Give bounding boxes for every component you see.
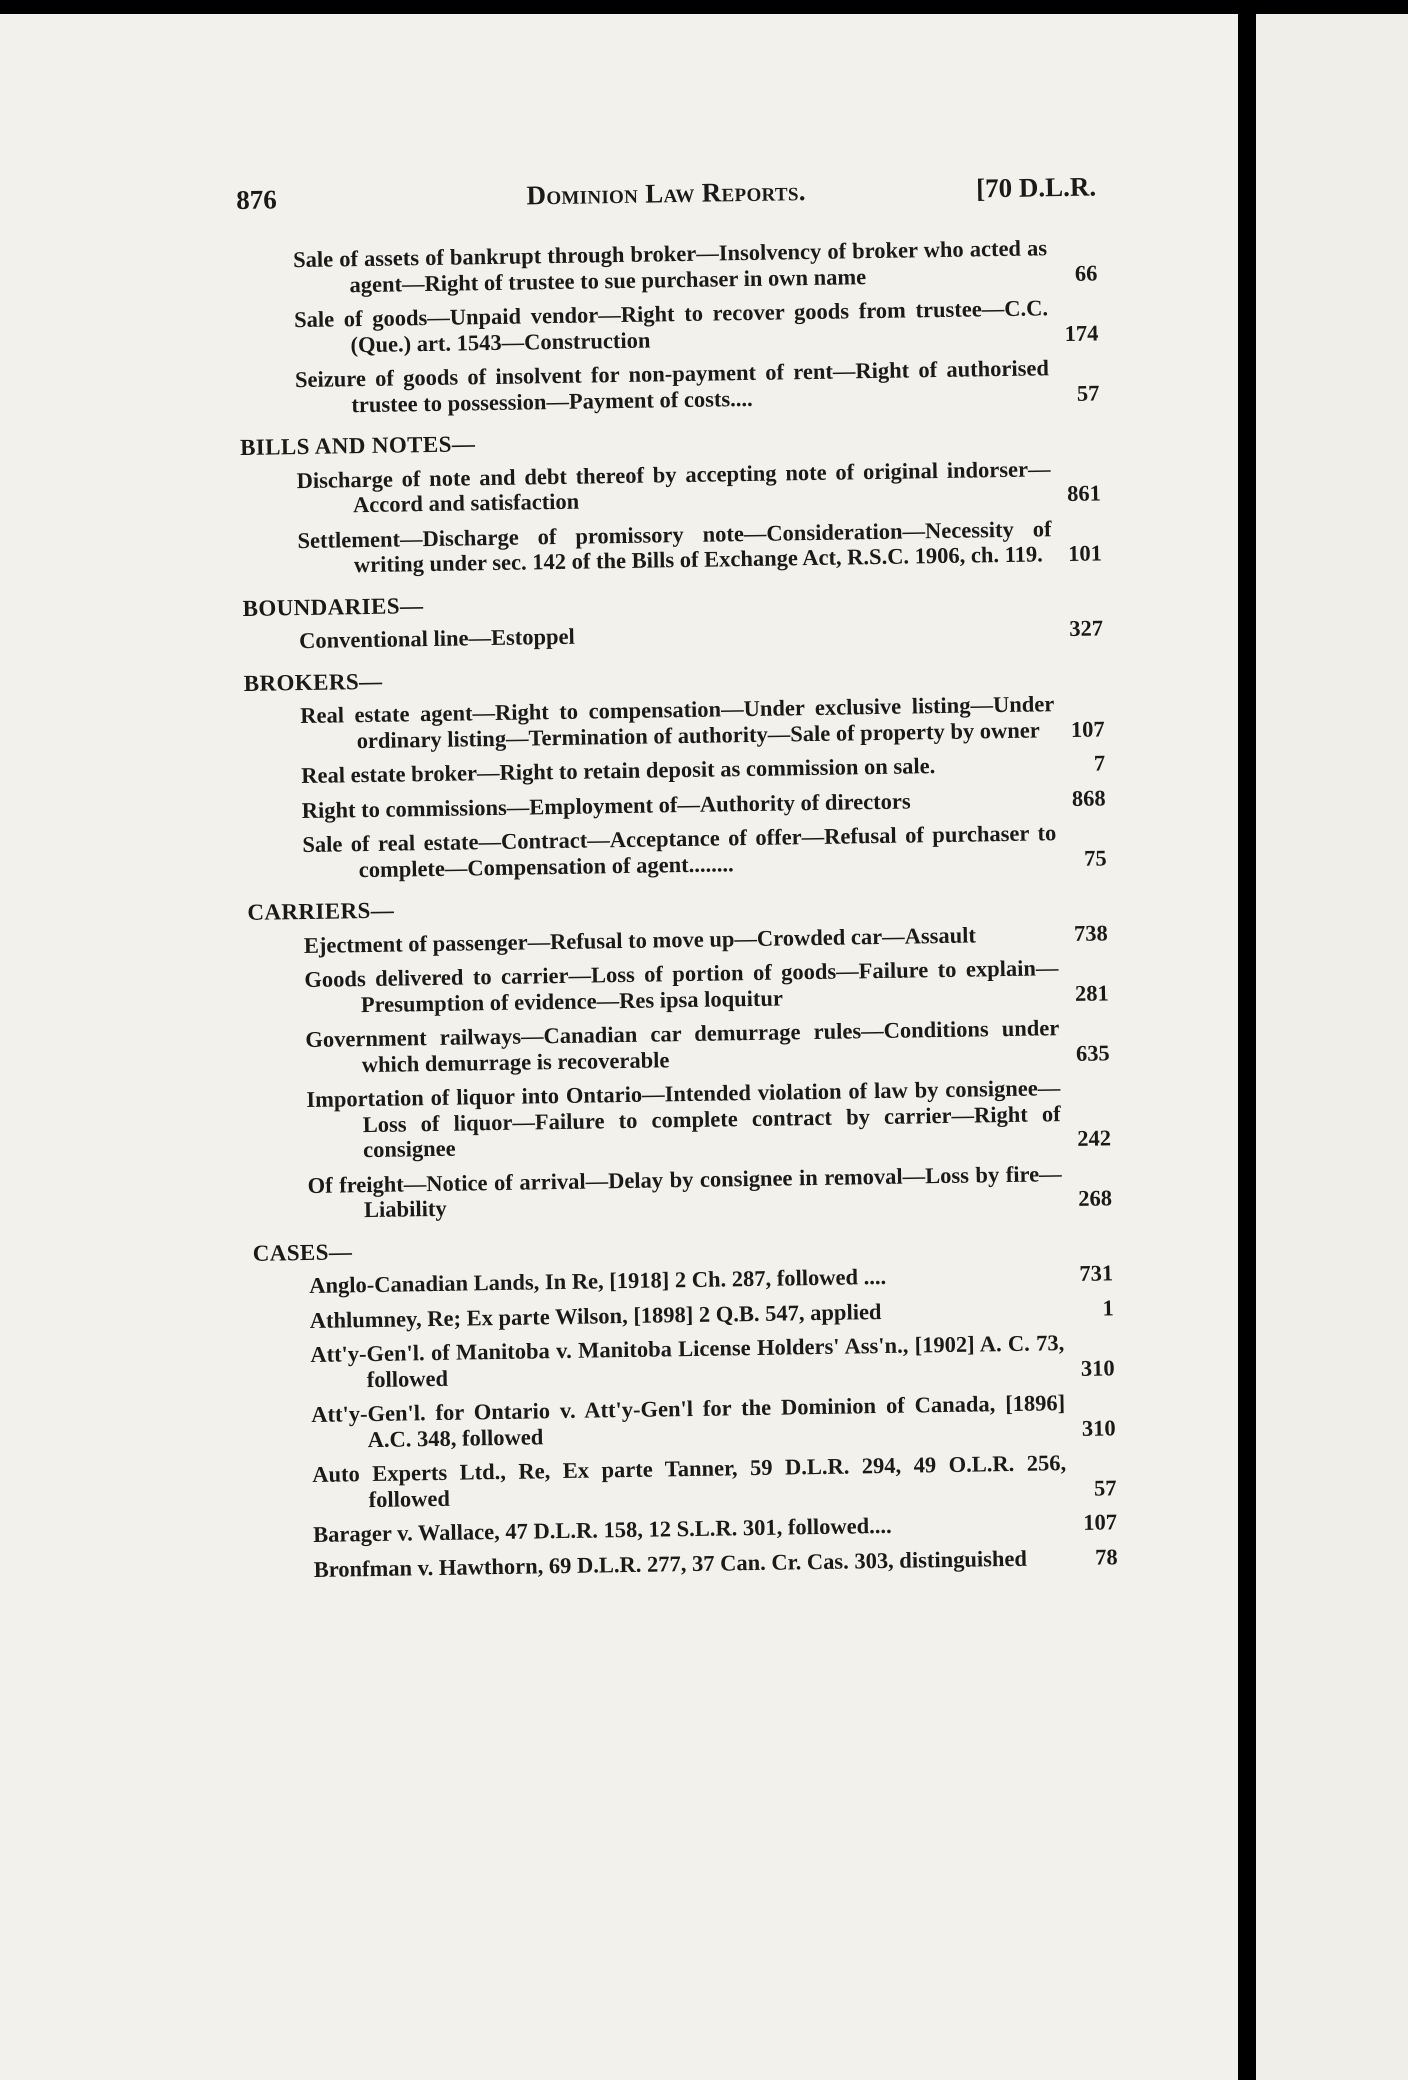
index-entry	[237, 234, 1098, 299]
page-gutter	[1238, 14, 1256, 2080]
entry-page-number: 7	[1093, 750, 1106, 776]
entry-text: Right to commissions—Employment of—Authority of directors	[301, 787, 911, 823]
entry-text: Sale of assets of bankrupt through broker—Insolvency of broker who acted as agent—Right of trustee to sue purchaser in own name	[292, 235, 1048, 297]
section-heading: CARRIERS—	[247, 897, 395, 925]
section-heading: CASES—	[252, 1238, 353, 1266]
index-entry	[250, 1074, 1111, 1164]
entry-text: Ejectment of passenger—Refusal to move up—Crowded car—Assault	[303, 921, 977, 958]
entry-text: Goods delivered to carrier—Loss of portion of goods—Failure to explain—Presumption of evidence—Res ipsa loquitur	[304, 955, 1059, 1017]
index-entry	[258, 1544, 1118, 1583]
index-sections	[237, 234, 1118, 1582]
section-heading: BOUNDARIES—	[242, 592, 424, 621]
index-entry	[238, 294, 1099, 359]
entry-page-number: 75	[1083, 844, 1107, 871]
entry-page-number: 78	[1094, 1543, 1118, 1570]
entry-page-number: 107	[1083, 1509, 1118, 1535]
index-entry	[256, 1449, 1117, 1514]
entry-page-number: 66	[1074, 259, 1098, 286]
entry-text: Auto Experts Ltd., Re, Ex parte Tanner, 59 D.L.R. 294, 49 O.L.R. 256, followed	[312, 1450, 1067, 1512]
entry-text: Discharge of note and debt thereof by accepting note of original indorser—Accord and satisfaction	[296, 455, 1051, 518]
entry-page-number: 281	[1074, 979, 1109, 1006]
index-entry	[253, 1260, 1113, 1299]
entry-text: Anglo-Canadian Lands, In Re, [1918] 2 Ch. 287, followed ....	[309, 1263, 887, 1298]
entry-text: Barager v. Wallace, 47 D.L.R. 158, 12 S.L.R. 301, followed....	[312, 1512, 892, 1547]
index-entry	[245, 750, 1105, 789]
entry-page-number: 268	[1078, 1185, 1113, 1211]
index-entry	[239, 354, 1100, 419]
index-entry	[244, 690, 1105, 755]
index-entry	[254, 1295, 1114, 1334]
index-entry	[255, 1389, 1116, 1454]
entry-page-number: 174	[1064, 319, 1099, 346]
entry-page-number: 738	[1073, 919, 1108, 946]
entry-text: Conventional line—Estoppel	[298, 623, 575, 654]
entry-page-number: 310	[1080, 1354, 1115, 1381]
entry-page-number: 57	[1076, 379, 1100, 406]
entry-page-number: 57	[1093, 1474, 1117, 1501]
page-number: 876	[235, 184, 277, 215]
entry-text: Government railways—Canadian car demurrage rules—Conditions under which demurrage is recoverable	[305, 1015, 1060, 1077]
entry-page-number: 327	[1069, 615, 1104, 641]
entry-text: Att'y-Gen'l. of Manitoba v. Manitoba License Holders' Ass'n., [1902] A. C. 73, followed	[310, 1330, 1065, 1392]
index-entry	[241, 515, 1102, 580]
entry-text: Importation of liquor into Ontario—Intended violation of law by consignee—Loss of liquor—Failure to complete contract by carrier—Right of consignee	[306, 1075, 1061, 1163]
entry-text: Sale of goods—Unpaid vendor—Right to recover goods from trustee—C.C. (Que.) art. 1543—Construction	[293, 295, 1049, 357]
index-entry	[243, 615, 1103, 654]
entry-text: Seizure of goods of insolvent for non-payment of rent—Right of authorised trustee to possession—Payment of costs....	[294, 355, 1050, 417]
entry-text: Of freight—Notice of arrival—Delay by consignee in removal—Loss by fire—Liability	[307, 1160, 1062, 1223]
index-entry	[248, 954, 1109, 1019]
index-entry	[251, 1160, 1112, 1225]
entry-page-number: 1	[1102, 1294, 1114, 1321]
index-entry	[246, 819, 1107, 884]
entry-text: Settlement—Discharge of promissory note—Consideration—Necessity of writing under sec. 142 of the Bills of Exchange Act, R.S.C. 1906, ch. 119.	[297, 515, 1052, 578]
index-content	[235, 171, 1118, 1591]
entry-text: Real estate broker—Right to retain deposit as commission on sale.	[301, 753, 936, 789]
index-entry	[249, 1014, 1110, 1079]
entry-text: Athlumney, Re; Ex parte Wilson, [1898] 2 Q.B. 547, applied	[309, 1298, 882, 1333]
entry-text: Real estate agent—Right to compensation—Under exclusive listing—Under ordinary listing—Termination of authority—Sale of property by owner	[300, 691, 1055, 753]
entry-page-number: 731	[1079, 1260, 1114, 1286]
section-heading: BILLS AND NOTES—	[239, 431, 476, 460]
index-entry	[240, 455, 1101, 520]
entry-page-number: 101	[1067, 540, 1103, 566]
entry-page-number: 310	[1081, 1414, 1116, 1441]
index-entry	[248, 920, 1108, 959]
entry-text: Bronfman v. Hawthorn, 69 D.L.R. 277, 37 Can. Cr. Cas. 303, distinguished	[313, 1545, 1028, 1582]
facing-page-edge	[1256, 14, 1408, 2080]
index-entry	[257, 1509, 1117, 1548]
entry-text: Sale of real estate—Contract—Acceptance of offer—Refusal of purchaser to complete—Compensation of agent........	[302, 820, 1057, 882]
entry-page-number: 242	[1077, 1125, 1112, 1151]
running-title: Dominion Law Reports.	[526, 176, 806, 211]
entry-page-number: 868	[1071, 784, 1106, 811]
entry-page-number: 107	[1070, 715, 1105, 742]
entry-page-number: 635	[1075, 1039, 1110, 1066]
section-heading: BROKERS—	[243, 668, 383, 696]
index-entry	[254, 1329, 1115, 1394]
entry-page-number: 861	[1066, 480, 1102, 506]
index-entry	[246, 785, 1106, 824]
entry-text: Att'y-Gen'l. for Ontario v. Att'y-Gen'l for the Dominion of Canada, [1896] A.C. 348, followed	[311, 1390, 1066, 1452]
volume-reference: [70 D.L.R.	[975, 171, 1097, 204]
